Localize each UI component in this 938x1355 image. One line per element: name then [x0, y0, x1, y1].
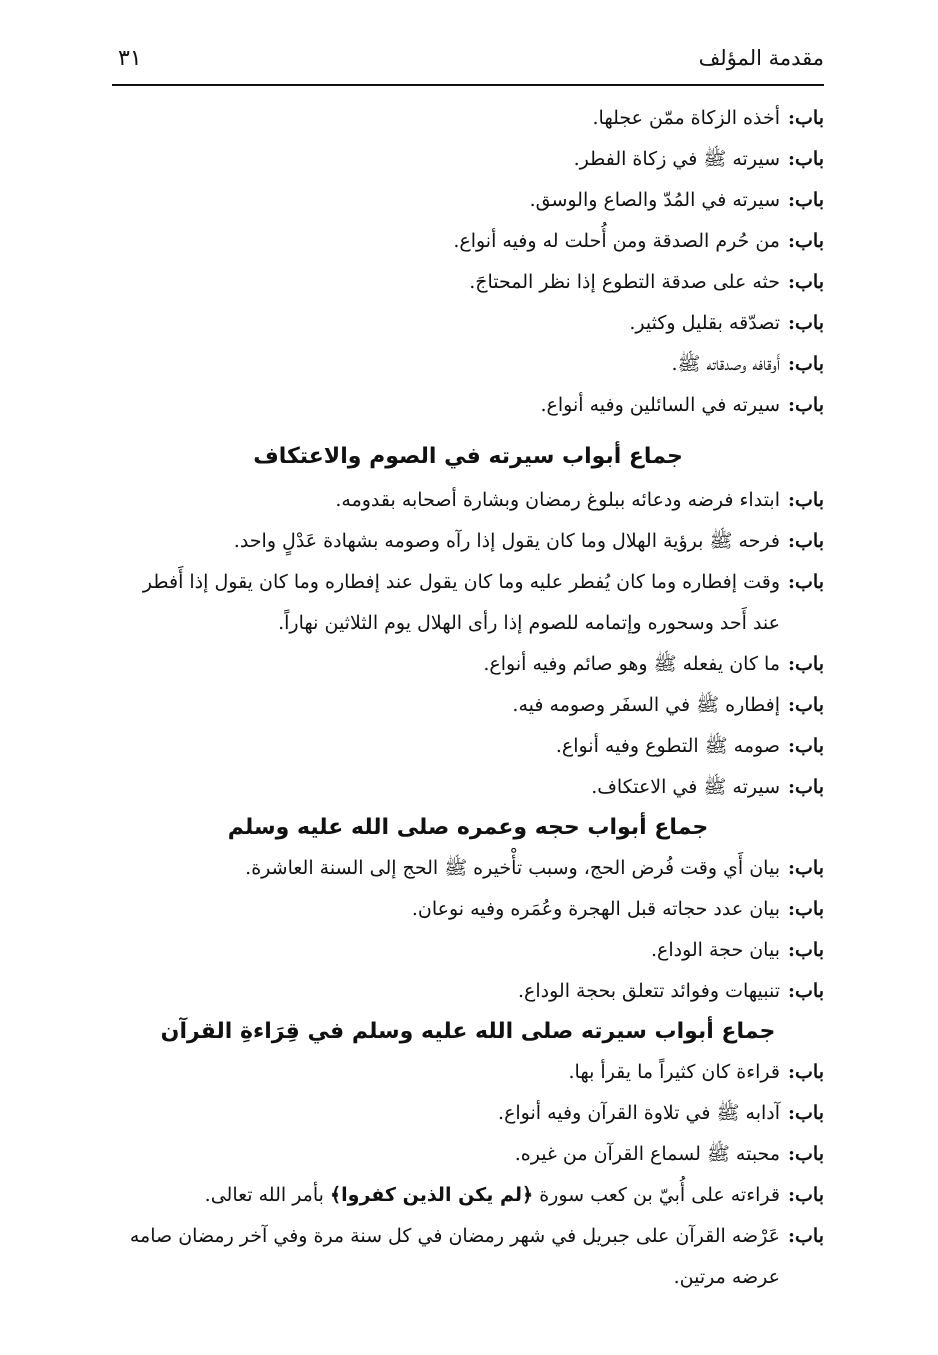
entry-text: سيرته ﷺ في زكاة الفطر. [573, 148, 780, 170]
page-number: ٣١ [118, 46, 142, 71]
entry-text: تنبيهات وفوائد تتعلق بحجة الوداع. [517, 980, 780, 1002]
entry-label: باب: [788, 312, 824, 334]
entry-text: سيرته ﷺ في الاعتكاف. [591, 776, 780, 798]
list-item [112, 726, 824, 767]
entry-label: باب: [788, 776, 824, 798]
entry-label: باب: [788, 980, 824, 1002]
entry-label: باب: [788, 1184, 824, 1206]
list-item [112, 480, 824, 521]
section-title: جماع أبواب سيرته صلى الله عليه وسلم في قِرَاءةِ القرآن [160, 1019, 776, 1044]
list-item [112, 303, 824, 344]
section-quran [112, 1012, 824, 1298]
list-item [112, 221, 824, 262]
page-header [112, 44, 824, 86]
entry-text: محبته ﷺ لسماع القرآن من غيره. [514, 1143, 780, 1165]
list-item [112, 1175, 824, 1216]
entry-label: باب: [788, 939, 824, 961]
entry-label: باب: [788, 898, 824, 920]
entry-text-before: قراءته على أُبيّ بن كعب سورة [539, 1184, 780, 1206]
list-item [112, 1093, 824, 1134]
list-item [112, 562, 824, 644]
entry-text: سيرته في المُدّ والصاع والوسق. [529, 189, 780, 211]
entry-label: باب: [788, 1143, 824, 1165]
entry-text: سيرته في السائلين وفيه أنواع. [540, 394, 780, 416]
entry-text: من حُرم الصدقة ومن أُحلت له وفيه أنواع. [453, 230, 780, 252]
entry-label: باب: [788, 489, 824, 511]
entry-label: باب: [788, 1061, 824, 1083]
list-item [112, 1216, 824, 1298]
entry-text: بيان أَي وقت فُرض الحج، وسبب تأْخيره ﷺ الحج إلى السنة العاشرة. [245, 857, 780, 879]
page-content [112, 98, 824, 1298]
entry-label: باب: [788, 107, 824, 129]
entry-label: باب: [788, 353, 824, 375]
entry-text: آدابه ﷺ في تلاوة القرآن وفيه أنواع. [498, 1102, 780, 1124]
entry-label: باب: [788, 1225, 824, 1247]
entry-label: باب: [788, 735, 824, 757]
entry-label: باب: [788, 530, 824, 552]
entry-label: باب: [788, 571, 824, 593]
entry-label: باب: [788, 1102, 824, 1124]
list-item [112, 685, 824, 726]
list-item [112, 767, 824, 808]
entry-text: بيان عدد حجاته قبل الهجرة وعُمَره وفيه نوعان. [411, 898, 780, 920]
entry-text: قراءة كان كثيراً ما يقرأ بها. [568, 1061, 780, 1083]
list-item [112, 180, 824, 221]
list-item [112, 98, 824, 139]
entry-text: عَرْضه القرآن على جبريل في شهر رمضان في كل سنة مرة وفي آخر رمضان صامه عرضه مرتين. [129, 1225, 780, 1288]
entry-text: ما كان يفعله ﷺ وهو صائم وفيه أنواع. [483, 653, 780, 675]
section-hajj [112, 808, 824, 1012]
surah-name: ﴿لم يكن الذين كفروا﴾ [329, 1184, 534, 1206]
list-item [112, 848, 824, 889]
list-item [112, 521, 824, 562]
list-item [112, 1052, 824, 1093]
section-fasting [112, 434, 824, 808]
list-item [112, 1134, 824, 1175]
list-item [112, 971, 824, 1012]
entry-text-after: بأمر الله تعالى. [204, 1184, 324, 1206]
entry-label: باب: [788, 230, 824, 252]
running-title: مقدمة المؤلف [698, 46, 824, 70]
entry-text: أخذه الزكاة ممّن عجلها. [592, 107, 780, 129]
entry-text: ابتداء فرضه ودعائه ببلوغ رمضان وبشارة أصحابه بقدومه. [335, 489, 780, 511]
entry-label: باب: [788, 271, 824, 293]
entry-text: بيان حجة الوداع. [650, 939, 780, 961]
entry-label: باب: [788, 148, 824, 170]
section-title: جماع أبواب حجه وعمره صلى الله عليه وسلم [227, 815, 709, 840]
entry-text: أَوقافه وصدقاته ﷺ. [671, 353, 780, 375]
entry-text: حثه على صدقة التطوع إذا نظر المحتاجَ. [469, 271, 780, 293]
list-item [112, 889, 824, 930]
entry-label: باب: [788, 857, 824, 879]
list-item [112, 139, 824, 180]
section-title: جماع أبواب سيرته في الصوم والاعتكاف [253, 444, 683, 469]
entry-text: صومه ﷺ التطوع وفيه أنواع. [555, 735, 780, 757]
entry-text: وقت إفطاره وما كان يُفطر عليه وما كان يقول عند إفطاره وما كان يقول إذا أَفطر عند أَحد وسحوره وإتمامه للصوم إذا رأى الهلال يوم الثلاثين نهاراً. [142, 571, 780, 634]
entry-label: باب: [788, 394, 824, 416]
entry-text: فرحه ﷺ برؤية الهلال وما كان يقول إذا رآه وصومه بشهادة عَدْلٍ واحد. [233, 530, 780, 552]
list-item [112, 262, 824, 303]
list-item [112, 344, 824, 385]
list-item [112, 930, 824, 971]
section-zakat-continued [112, 98, 824, 426]
list-item [112, 385, 824, 426]
entry-text: إفطاره ﷺ في السفَر وصومه فيه. [512, 694, 780, 716]
entry-text [112, 1175, 780, 1216]
entry-label: باب: [788, 694, 824, 716]
entry-text: تصدّقه بقليل وكثير. [629, 312, 780, 334]
entry-label: باب: [788, 653, 824, 675]
list-item [112, 644, 824, 685]
entry-label: باب: [788, 189, 824, 211]
